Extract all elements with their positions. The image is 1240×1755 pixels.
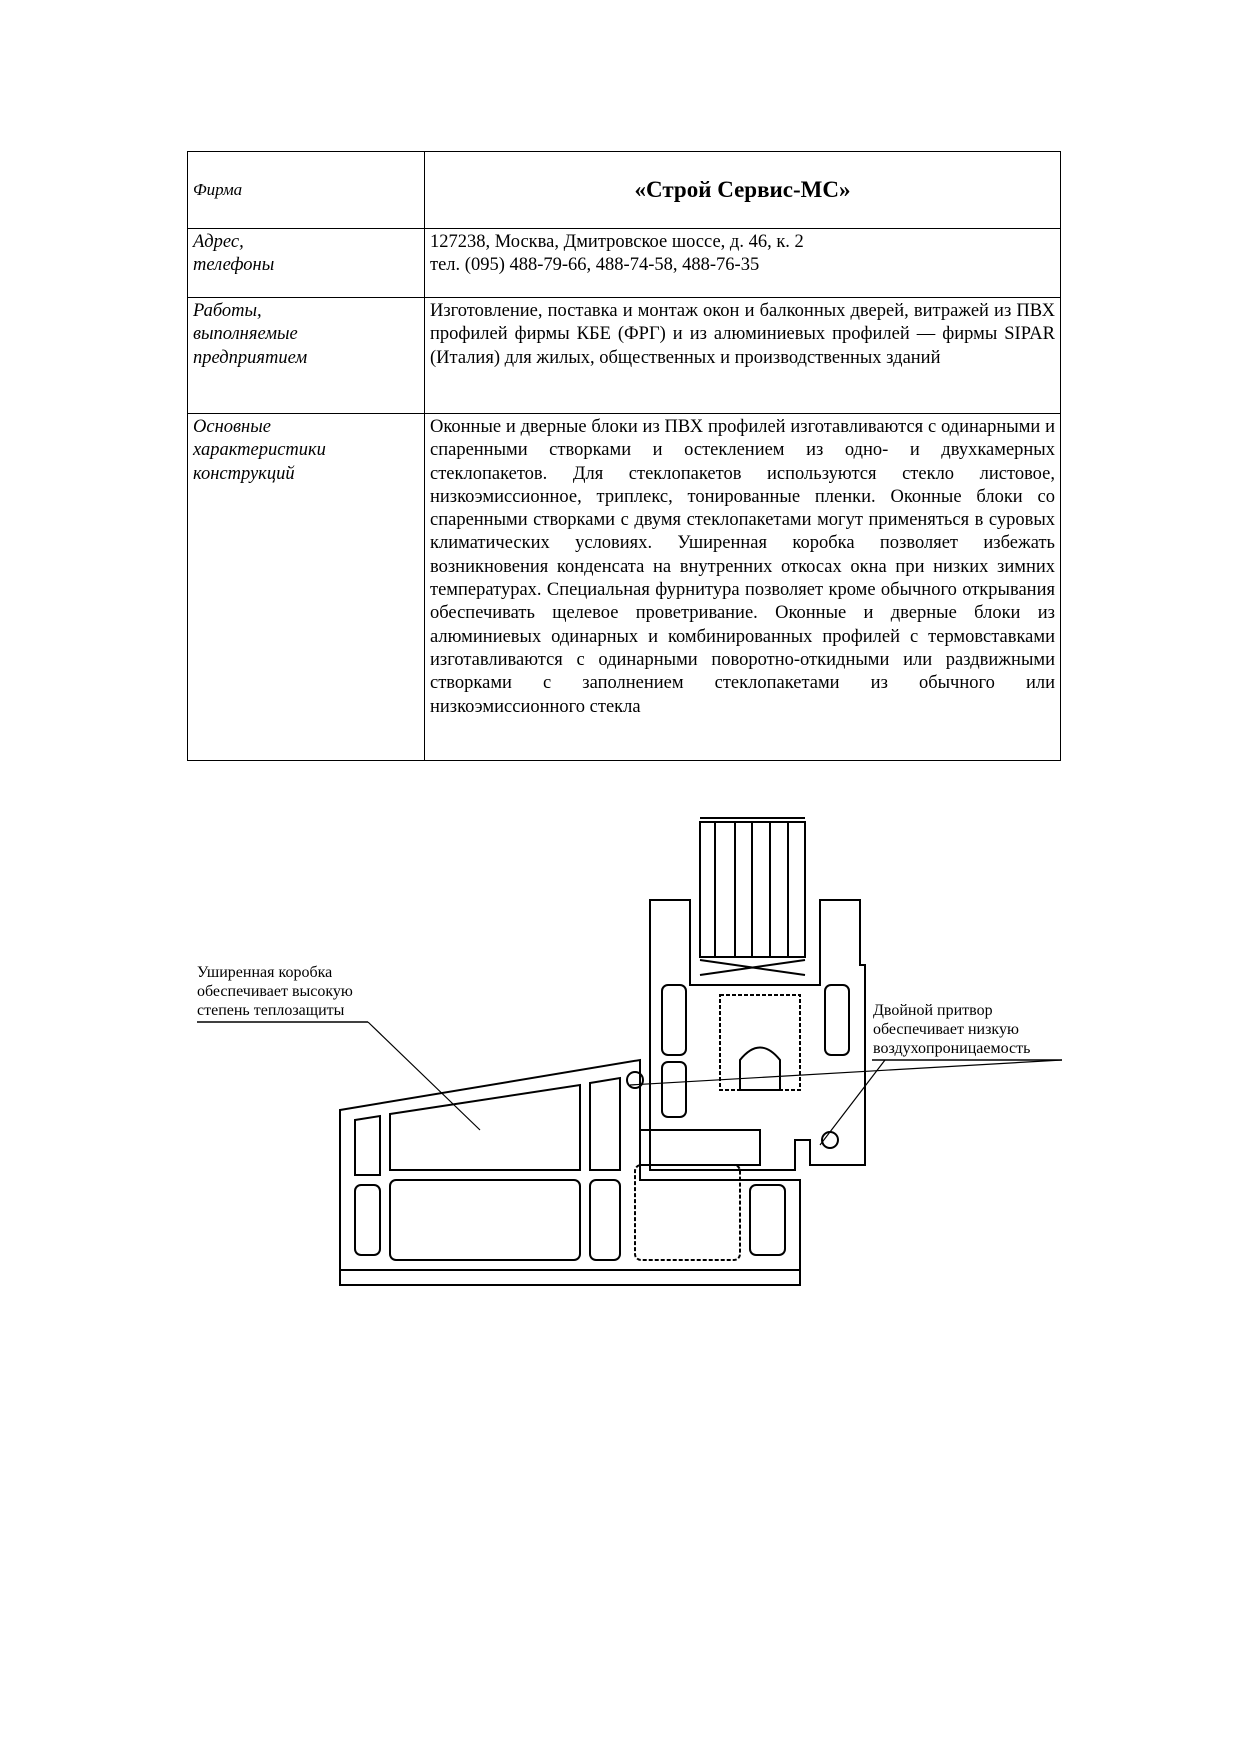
label-line: характеристики bbox=[193, 440, 326, 461]
table-row bbox=[188, 298, 1061, 414]
firm-name: «Строй Сервис-МС» bbox=[425, 152, 1061, 229]
address-line: 127238, Москва, Дмитровское шоссе, д. 46, к. 2 bbox=[430, 232, 804, 252]
table-row bbox=[188, 229, 1061, 298]
label-line: телефоны bbox=[193, 255, 275, 276]
address-value bbox=[425, 229, 1061, 298]
caption-line: Двойной притвор bbox=[873, 1002, 993, 1019]
caption-wide-frame bbox=[197, 963, 353, 1020]
table-row bbox=[188, 414, 1061, 761]
features-value: Оконные и дверные блоки из ПВХ профилей изготавливаются с одинарными и спаренными створками и остеклением из одно- и двухкамерных стеклопакетов. Для стеклопакетов используются стекло листовое, низкоэмиссионное, триплекс, тонированные пленки. Оконные блоки со спаренными створками с двумя стеклопакетами могут применяться в суровых климатических условиях. Уширенная коробка позволяет избежать возникновения конденсата на внутренних откосах окна при низких зимних температурах. Специальная фурнитура позволяет кроме обычного открывания обеспечивать щелевое проветривание. Оконные и дверные блоки из алюминиевых одинарных и комбинированных профилей с термовставками изготавливаются с одинарными поворотно-откидными или раздвижными створками с заполнением стеклопакетами из обычного или низкоэмиссионного стекла bbox=[425, 414, 1061, 761]
label-line: конструкций bbox=[193, 463, 295, 484]
caption-line: Уширенная коробка bbox=[197, 964, 333, 981]
glass-unit bbox=[700, 818, 805, 975]
window-profile-section-drawing bbox=[180, 800, 1080, 1320]
caption-line: степень теплозащиты bbox=[197, 1002, 345, 1019]
company-info-table bbox=[187, 151, 1061, 761]
address-label bbox=[188, 229, 425, 298]
features-label bbox=[188, 414, 425, 761]
caption-line: обеспечивает низкую bbox=[873, 1021, 1019, 1038]
caption-double-rebate bbox=[873, 1001, 1030, 1058]
label-line: предприятием bbox=[193, 347, 308, 368]
label-line: выполняемые bbox=[193, 324, 298, 345]
label-line: Работы, bbox=[193, 301, 262, 321]
frame-profile bbox=[340, 1060, 800, 1285]
table-row bbox=[188, 152, 1061, 229]
works-label bbox=[188, 298, 425, 414]
works-value: Изготовление, поставка и монтаж окон и балконных дверей, витражей из ПВХ профилей фирмы КБЕ (ФРГ) и из алюминиевых профилей — фирмы SIPAR (Италия) для жилых, общественных и производственных зданий bbox=[425, 298, 1061, 414]
label-line: Основные bbox=[193, 417, 271, 437]
caption-line: обеспечивает высокую bbox=[197, 983, 353, 1000]
firm-label: Фирма bbox=[188, 152, 425, 229]
caption-line: воздухопроницаемость bbox=[873, 1040, 1031, 1057]
label-line: Адрес, bbox=[193, 232, 244, 252]
phones-line: тел. (095) 488-79-66, 488-74-58, 488-76-35 bbox=[430, 255, 760, 276]
